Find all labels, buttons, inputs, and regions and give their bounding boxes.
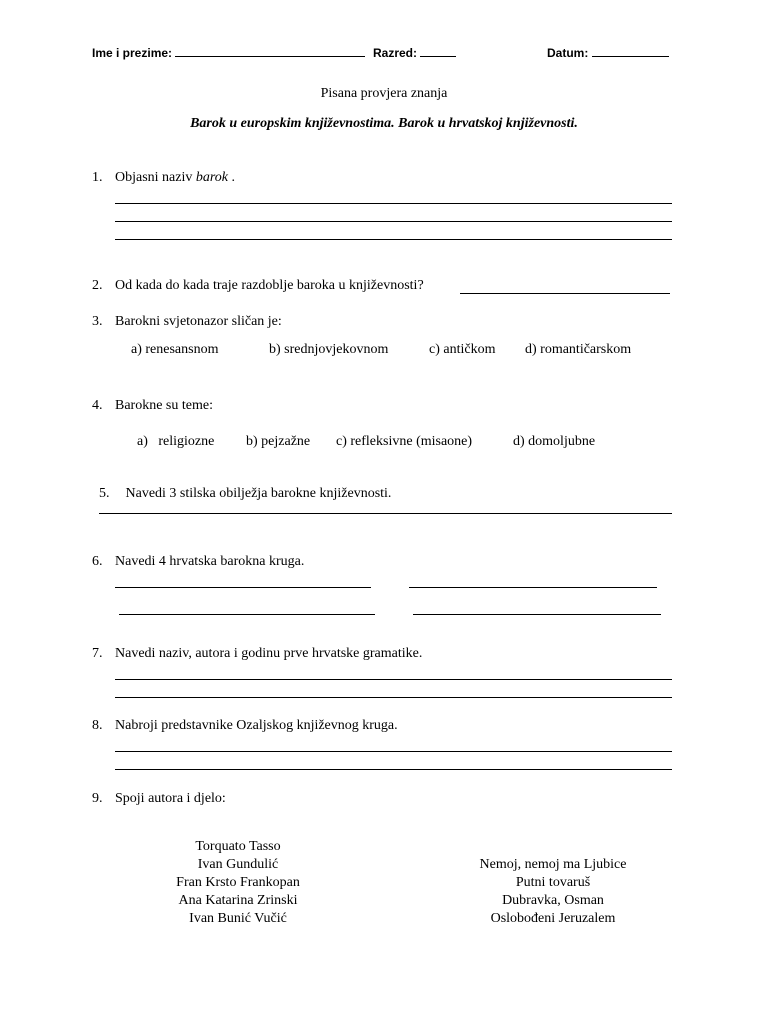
page-subtitle: Barok u europskim književnostima. Barok u hrvatskoj književnosti.	[190, 116, 578, 131]
question-6	[92, 554, 304, 570]
name-label: Ime i prezime:	[92, 46, 173, 60]
option-3b[interactable]: b) srednjovjekovnom	[269, 342, 389, 357]
question-number: 5.	[99, 486, 110, 501]
name-field[interactable]	[175, 44, 365, 57]
option-4a[interactable]: a) religiozne	[137, 434, 215, 449]
question-number: 1.	[92, 170, 103, 185]
question-text: Nabroji predstavnike Ozaljskog književnog kruga.	[115, 718, 398, 733]
question-text: Od kada do kada traje razdoblje baroka u književnosti?	[115, 278, 424, 293]
question-text: Spoji autora i djelo:	[115, 791, 226, 806]
answer-line[interactable]	[115, 697, 672, 698]
question-text: Barokni svjetonazor sličan je:	[115, 314, 282, 329]
page-title: Pisana provjera znanja	[320, 86, 448, 101]
question-text-end: .	[228, 170, 236, 185]
work-item[interactable]: Putni tovaruš	[515, 875, 591, 890]
answer-line[interactable]	[460, 293, 670, 294]
answer-line[interactable]	[99, 513, 672, 514]
option-4c[interactable]: c) refleksivne (misaone)	[336, 434, 473, 449]
question-text: Barokne su teme:	[115, 398, 213, 413]
question-number: 4.	[92, 398, 103, 413]
answer-line[interactable]	[119, 614, 375, 615]
question-4	[92, 398, 213, 414]
answer-line[interactable]	[115, 203, 672, 204]
answer-line[interactable]	[413, 614, 661, 615]
question-8	[92, 718, 398, 734]
answer-line[interactable]	[115, 221, 672, 222]
option-4b[interactable]: b) pejzažne	[246, 434, 311, 449]
option-4d[interactable]: d) domoljubne	[513, 434, 596, 449]
question-number: 6.	[92, 554, 103, 569]
answer-line[interactable]	[115, 769, 672, 770]
date-field[interactable]	[592, 44, 669, 57]
answer-line[interactable]	[115, 587, 371, 588]
works-column	[443, 856, 663, 928]
question-emphasis: barok	[195, 170, 229, 185]
author-item[interactable]: Torquato Tasso	[195, 839, 281, 854]
question-text: Navedi 4 hrvatska barokna kruga.	[115, 554, 305, 569]
question-number: 7.	[92, 646, 103, 661]
question-5	[92, 470, 391, 502]
question-number: 9.	[92, 791, 103, 806]
question-3	[92, 314, 282, 330]
answer-line[interactable]	[409, 587, 657, 588]
work-item[interactable]: Dubravka, Osman	[502, 893, 604, 908]
question-text: Navedi 3 stilska obilježja barokne književnosti.	[122, 486, 392, 501]
question-9	[92, 791, 226, 807]
question-text: Navedi naziv, autora i godinu prve hrvatske gramatike.	[115, 646, 423, 661]
question-number: 3.	[92, 314, 103, 329]
class-field[interactable]	[420, 44, 456, 57]
author-item[interactable]: Ivan Bunić Vučić	[189, 911, 287, 926]
question-number: 2.	[92, 278, 103, 293]
author-item[interactable]: Ana Katarina Zrinski	[178, 893, 298, 908]
question-number: 8.	[92, 718, 103, 733]
question-2	[92, 278, 424, 294]
authors-column	[138, 838, 338, 928]
answer-line[interactable]	[115, 751, 672, 752]
author-item[interactable]: Ivan Gundulić	[197, 857, 279, 872]
date-field-group	[547, 44, 669, 60]
option-3d[interactable]: d) romantičarskom	[525, 342, 632, 357]
question-text: Objasni naziv	[115, 170, 196, 185]
date-label: Datum:	[547, 46, 589, 60]
work-item[interactable]: Nemoj, nemoj ma Ljubice	[479, 857, 627, 872]
answer-line[interactable]	[115, 239, 672, 240]
option-3c[interactable]: c) antičkom	[429, 342, 496, 357]
header-fields	[92, 44, 365, 60]
class-field-group	[373, 44, 456, 60]
option-3a[interactable]: a) renesansnom	[131, 342, 219, 357]
work-item[interactable]: Oslobođeni Jeruzalem	[490, 911, 616, 926]
class-label: Razred:	[373, 46, 418, 60]
question-1	[92, 170, 235, 186]
answer-line[interactable]	[115, 679, 672, 680]
author-item[interactable]: Fran Krsto Frankopan	[176, 875, 300, 890]
question-7	[92, 646, 422, 662]
